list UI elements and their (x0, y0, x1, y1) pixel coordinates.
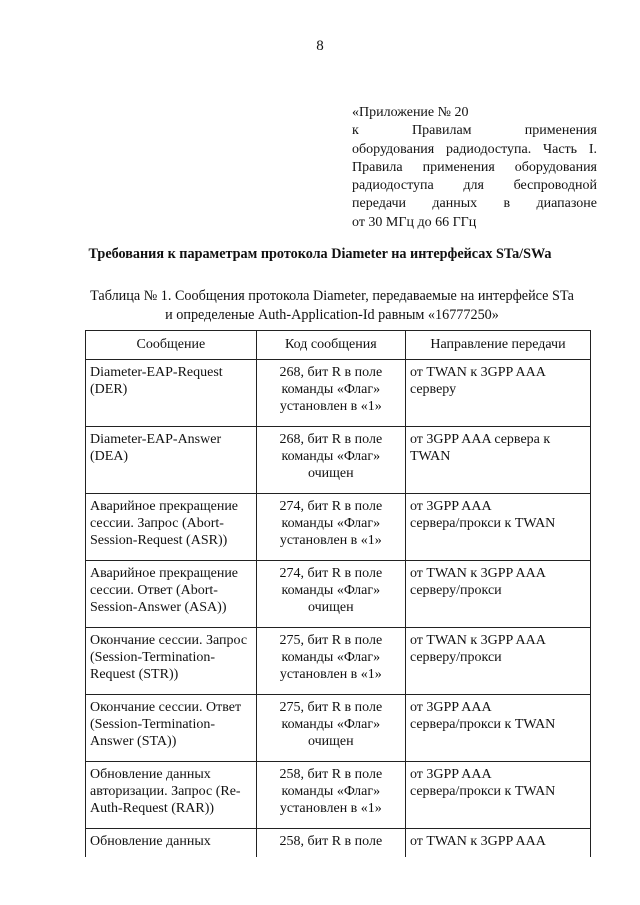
code-cell (256, 360, 405, 427)
message-cell (86, 427, 257, 494)
code-cell-line: команды «Флаг» (281, 449, 381, 465)
code-cell (256, 628, 405, 695)
message-cell-line: Обновление данных (90, 834, 211, 849)
message-cell-line: Аварийное прекращение (90, 499, 239, 514)
direction-cell-line: серверу (409, 382, 457, 398)
table-row (86, 695, 591, 762)
header-message: Сообщение (86, 331, 257, 360)
table-row (86, 494, 591, 561)
direction-cell-line: от 3GPP AAA сервера к (409, 432, 551, 447)
direction-cell-line: от 3GPP AAA (409, 767, 492, 782)
code-cell (256, 561, 405, 628)
message-cell-line: Окончание сессии. Ответ (90, 700, 242, 715)
code-cell-line: 274, бит R в поле (279, 499, 383, 514)
code-cell-line: 258, бит R в поле (279, 767, 383, 782)
message-cell-line: (DEA) (90, 449, 129, 465)
table-row (86, 427, 591, 494)
appendix-line: к Правилам применения (352, 123, 597, 139)
direction-cell-line: сервера/прокси к TWAN (409, 784, 556, 800)
code-cell-line: установлен в «1» (279, 399, 382, 415)
direction-cell-line: от TWAN к 3GPP AAA (409, 834, 546, 849)
direction-cell (405, 762, 590, 829)
appendix-line: оборудования радиодоступа. Часть I. (352, 141, 597, 157)
message-cell (86, 561, 257, 628)
direction-cell-line: сервера/прокси к TWAN (409, 516, 556, 532)
message-cell-line: Окончание сессии. Запрос (90, 633, 248, 648)
code-cell-line: очищен (307, 734, 354, 750)
direction-cell-line: от 3GPP AAA (409, 499, 492, 514)
direction-cell-line: TWAN (409, 449, 451, 465)
message-cell (86, 762, 257, 829)
code-cell-line: 274, бит R в поле (279, 566, 383, 581)
direction-cell (405, 360, 590, 427)
header-code: Код сообщения (256, 331, 405, 360)
code-cell (256, 762, 405, 829)
message-cell-line: Аварийное прекращение (90, 566, 239, 581)
code-cell-line: команды «Флаг» (281, 516, 381, 532)
code-cell-line: команды «Флаг» (281, 784, 381, 800)
direction-cell (405, 427, 590, 494)
appendix-line: передачи данных в диапазоне (352, 196, 597, 212)
message-cell-line: сессии. Запрос (Abort- (90, 516, 224, 532)
code-cell-line: 275, бит R в поле (279, 700, 383, 715)
direction-cell (405, 494, 590, 561)
code-cell-line: очищен (307, 600, 354, 616)
code-cell-line: установлен в «1» (279, 801, 382, 817)
message-cell-line: Diameter-EAP-Answer (90, 432, 222, 447)
code-cell-line: команды «Флаг» (281, 583, 381, 599)
table-body (86, 360, 591, 858)
code-cell-line: команды «Флаг» (281, 717, 381, 733)
appendix-line: от 30 МГц до 66 ГГц (352, 214, 477, 230)
message-cell-line: Auth-Request (RAR)) (90, 801, 215, 817)
direction-cell-line: сервера/прокси к TWAN (409, 717, 556, 733)
message-cell-line: Обновление данных (90, 767, 211, 782)
code-cell (256, 494, 405, 561)
message-cell-line: Answer (STA)) (90, 734, 177, 750)
appendix-line: «Приложение № 20 (352, 105, 469, 120)
message-cell (86, 360, 257, 427)
message-cell-line: сессии. Ответ (Abort- (90, 583, 218, 599)
code-cell-line: установлен в «1» (279, 667, 382, 683)
table-row (86, 360, 591, 427)
code-cell-line: 258, бит R в поле (279, 834, 383, 849)
table-row (86, 628, 591, 695)
table-row (86, 829, 591, 858)
message-cell (86, 829, 257, 858)
code-cell-line: команды «Флаг» (281, 650, 381, 666)
message-cell-line: Request (STR)) (90, 667, 179, 683)
code-cell-line: 268, бит R в поле (279, 365, 383, 380)
message-cell-line: (Session-Termination- (90, 650, 215, 666)
code-cell (256, 695, 405, 762)
code-cell-line: команды «Флаг» (281, 382, 381, 398)
caption-line: Таблица № 1. Сообщения протокола Diameter, передаваемые на интерфейсе STa (90, 288, 574, 304)
message-cell-line: Diameter-EAP-Request (90, 365, 223, 380)
code-cell (256, 427, 405, 494)
appendix-line: Правила применения оборудования (352, 159, 597, 175)
table-row (86, 762, 591, 829)
appendix-line: радиодоступа для беспроводной (352, 178, 597, 194)
code-cell-line: 275, бит R в поле (279, 633, 383, 648)
message-cell (86, 628, 257, 695)
code-cell (256, 829, 405, 858)
caption-line: и определеные Auth-Application-Id равным «16777250» (165, 306, 499, 323)
message-cell (86, 695, 257, 762)
page-number: 8 (316, 38, 324, 54)
direction-cell-line: от TWAN к 3GPP AAA (409, 633, 546, 648)
direction-cell (405, 695, 590, 762)
section-title: Требования к параметрам протокола Diameter на интерфейсах STa/SWa (88, 246, 552, 262)
table-header-row (86, 331, 591, 360)
message-cell-line: (DER) (90, 382, 128, 398)
direction-cell-line: от TWAN к 3GPP AAA (409, 566, 546, 581)
code-cell-line: 268, бит R в поле (279, 432, 383, 447)
diameter-messages-table (85, 330, 591, 857)
direction-cell (405, 561, 590, 628)
message-cell-line: Session-Request (ASR)) (90, 533, 228, 549)
direction-cell-line: от TWAN к 3GPP AAA (409, 365, 546, 380)
header-direction: Направление передачи (405, 331, 590, 360)
message-cell-line: (Session-Termination- (90, 717, 215, 733)
code-cell-line: очищен (307, 466, 354, 482)
direction-cell (405, 829, 590, 858)
table-caption (60, 287, 604, 324)
message-cell (86, 494, 257, 561)
direction-cell-line: серверу/прокси (409, 583, 502, 599)
appendix-reference (352, 104, 597, 232)
direction-cell (405, 628, 590, 695)
table-row (86, 561, 591, 628)
message-cell-line: Session-Answer (ASA)) (90, 600, 227, 616)
message-cell-line: авторизации. Запрос (Re- (90, 784, 241, 800)
direction-cell-line: серверу/прокси (409, 650, 502, 666)
code-cell-line: установлен в «1» (279, 533, 382, 549)
direction-cell-line: от 3GPP AAA (409, 700, 492, 715)
